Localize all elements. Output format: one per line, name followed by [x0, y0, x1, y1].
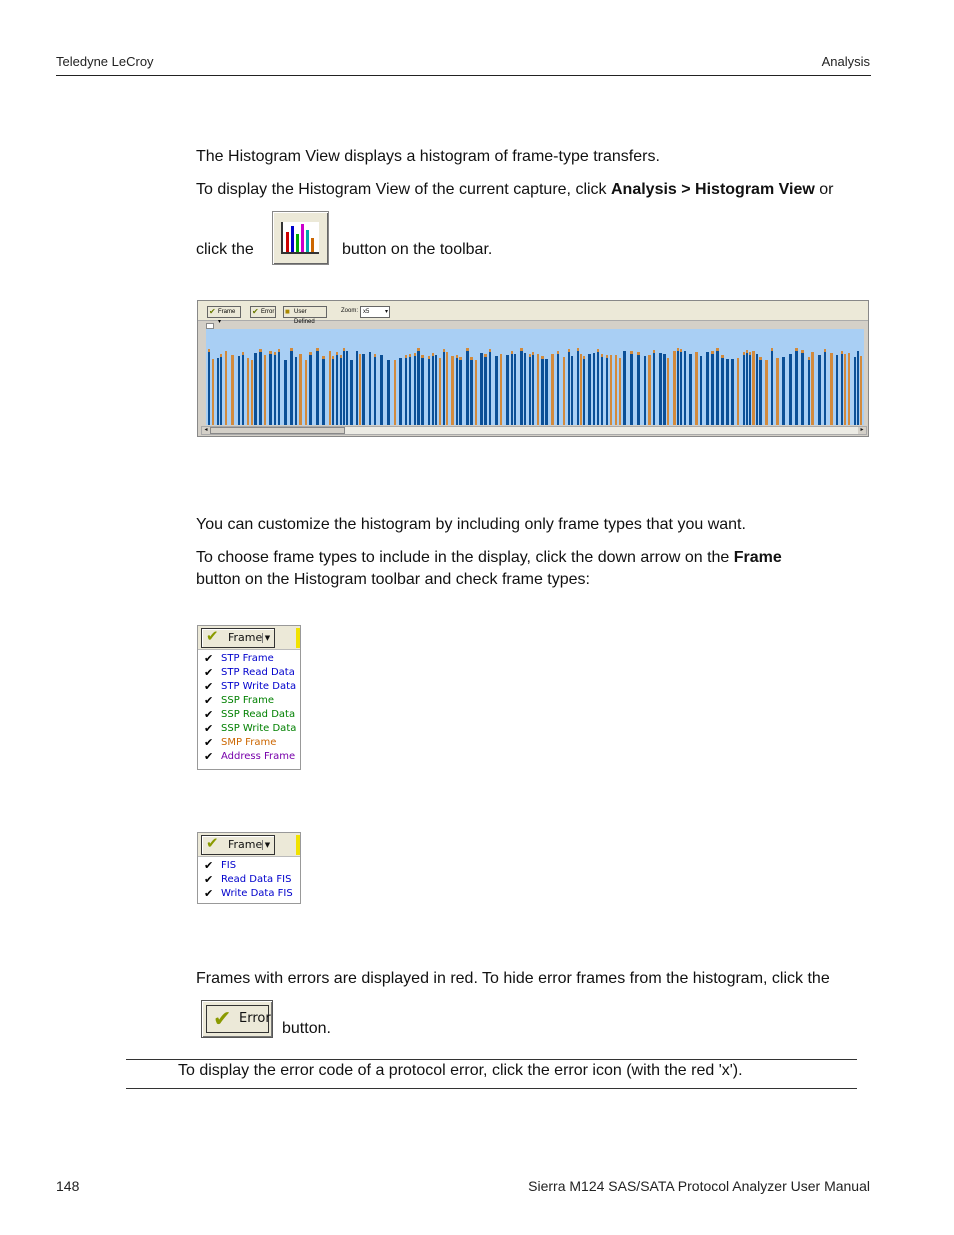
- histogram-bar-cap: [568, 349, 570, 352]
- histogram-bar: [706, 352, 709, 425]
- histogram-bar: [663, 354, 666, 425]
- histogram-bar: [295, 357, 297, 425]
- histogram-bar: [238, 356, 240, 425]
- scroll-right-icon[interactable]: ▸: [858, 427, 866, 434]
- frame-type-item[interactable]: [198, 736, 300, 750]
- histogram-bar: [577, 351, 579, 425]
- histogram-bar: [489, 352, 491, 425]
- histogram-bar-cap: [309, 352, 312, 355]
- note-text: To display the error code of a protocol error, click the error icon (with the red 'x').: [178, 1062, 743, 1079]
- histogram-bar: [332, 359, 334, 425]
- histogram-bar-cap: [711, 351, 714, 354]
- histogram-bar: [795, 351, 798, 425]
- histogram-bar: [541, 359, 544, 425]
- histogram-bar: [532, 355, 534, 425]
- histogram-bar-cap: [771, 348, 773, 351]
- histogram-bar-cap: [409, 354, 411, 357]
- histogram-bar: [557, 354, 559, 425]
- checkbox-checked-icon[interactable]: ✔: [204, 708, 214, 721]
- histogram-bar: [700, 356, 702, 425]
- histogram-bar: [340, 358, 342, 425]
- histogram-bar-cap: [259, 349, 262, 352]
- histogram-bar: [506, 355, 509, 425]
- error-button[interactable]: ✔ Error: [252, 307, 275, 316]
- histogram-bar: [524, 353, 526, 425]
- histogram-bar-cap: [716, 348, 719, 351]
- histogram-bar: [711, 354, 714, 425]
- histogram-bar: [801, 353, 804, 425]
- histogram-bar: [857, 351, 859, 425]
- histogram-bar: [606, 358, 608, 425]
- histogram-bar: [726, 359, 729, 425]
- histogram-bar: [409, 357, 411, 425]
- histogram-bar: [623, 351, 626, 425]
- histogram-view-screenshot: [197, 300, 869, 437]
- click-the-text: click the: [196, 241, 254, 258]
- frame-type-list: [198, 652, 300, 764]
- histogram-bar: [356, 351, 358, 425]
- frame-type-item[interactable]: [198, 722, 300, 736]
- histogram-bar: [242, 355, 244, 425]
- histogram-bar-cap: [489, 349, 491, 352]
- histogram-bar: [417, 351, 420, 425]
- histogram-bar: [359, 354, 361, 425]
- histogram-bar-cap: [749, 352, 751, 355]
- histogram-bar: [343, 351, 345, 425]
- frame-menu-sas: [197, 625, 301, 770]
- histogram-bar-cap: [606, 355, 608, 358]
- histogram-bar: [251, 360, 253, 425]
- frame-dropdown-button[interactable]: ✔ Frame ▼: [201, 628, 275, 648]
- histogram-bar: [659, 353, 662, 425]
- histogram-bar: [414, 356, 416, 425]
- histogram-bar: [836, 355, 838, 425]
- frame-type-label: Address Frame: [221, 751, 296, 762]
- histogram-bar: [824, 352, 826, 425]
- histogram-bar-cap: [583, 356, 585, 359]
- histogram-bar: [225, 351, 227, 425]
- histogram-bar-cap: [541, 356, 544, 359]
- histogram-bar-cap: [511, 351, 513, 354]
- histogram-bar: [511, 354, 513, 425]
- histogram-bar: [860, 356, 862, 425]
- histogram-bar: [731, 359, 734, 425]
- histogram-bar: [369, 352, 371, 425]
- checkmark-icon: ✔: [206, 627, 219, 645]
- histogram-bar-cap: [322, 356, 325, 359]
- histogram-bar: [716, 351, 719, 425]
- histogram-bar-cap: [374, 354, 376, 357]
- histogram-bar-cap: [405, 355, 407, 358]
- histogram-bar: [848, 353, 850, 425]
- frame-type-label: SSP Write Data: [221, 723, 297, 734]
- histogram-bar: [571, 356, 573, 425]
- histogram-bar: [648, 355, 651, 425]
- histogram-bar: [380, 355, 383, 425]
- histogram-bar: [551, 354, 554, 425]
- histogram-bar: [350, 360, 353, 425]
- histogram-bar: [673, 351, 676, 425]
- histogram-bar: [756, 354, 758, 425]
- histogram-bar: [563, 357, 565, 425]
- histogram-bar-cap: [470, 357, 473, 360]
- histogram-bar: [782, 357, 785, 425]
- customize-paragraph: You can customize the histogram by including only frame types that you want.: [196, 516, 746, 533]
- histogram-bar: [746, 353, 748, 425]
- histogram-bar-cap: [414, 353, 416, 356]
- histogram-bar: [316, 351, 319, 425]
- frame-type-label: FIS: [221, 860, 237, 871]
- histogram-bar: [432, 356, 434, 425]
- histogram-bar: [520, 351, 523, 425]
- histogram-bar: [480, 353, 483, 425]
- histogram-bar: [264, 355, 266, 425]
- chevron-down-icon[interactable]: ▼: [262, 840, 272, 850]
- histogram-bar: [818, 355, 821, 425]
- histogram-bar-cap: [340, 355, 342, 358]
- checkbox-checked-icon[interactable]: ✔: [204, 722, 214, 735]
- zoom-label: Zoom:: [341, 308, 359, 314]
- zoom-select[interactable]: x5 ▾: [360, 306, 390, 318]
- histogram-bar: [278, 352, 280, 425]
- histogram-bar: [568, 352, 570, 425]
- histogram-bar-cap: [459, 357, 462, 360]
- histogram-bar: [446, 352, 448, 425]
- frame-type-item[interactable]: [198, 887, 300, 901]
- histogram-bar-cap: [269, 351, 272, 354]
- histogram-bar-cap: [630, 351, 633, 354]
- histogram-bar: [387, 360, 390, 425]
- user-defined-button[interactable]: ■ User Defined: [283, 306, 327, 318]
- frame-type-label: SSP Read Data: [221, 709, 296, 720]
- frame-type-label: Read Data FIS: [221, 874, 292, 885]
- histogram-bar-cap: [520, 348, 523, 351]
- histogram-bar-cap: [432, 353, 434, 356]
- histogram-bar: [601, 357, 603, 425]
- frame-type-item[interactable]: [198, 859, 300, 873]
- histogram-bar: [765, 360, 768, 425]
- histogram-bar: [771, 351, 773, 425]
- histogram-bar: [428, 359, 430, 425]
- menu-path: Analysis > Histogram View: [611, 181, 815, 198]
- histogram-bar: [456, 358, 458, 425]
- histogram-bar: [439, 358, 441, 425]
- histogram-bar-cap: [808, 357, 810, 360]
- histogram-bar-cap: [466, 348, 469, 351]
- histogram-bar-cap: [220, 354, 222, 357]
- histogram-bar: [484, 357, 487, 425]
- histogram-bar: [630, 354, 633, 425]
- frame-dropdown-button[interactable]: ✔ Frame ▼: [201, 835, 275, 855]
- histogram-bar: [217, 358, 219, 425]
- checkmark-icon: ✔: [213, 1006, 232, 1031]
- header-left: Teledyne LeCroy: [56, 54, 154, 69]
- histogram-bar-cap: [242, 352, 244, 355]
- histogram-bar: [597, 352, 599, 425]
- error-toolbar-button[interactable]: ✔ Error: [201, 1000, 273, 1038]
- histogram-bar: [680, 352, 682, 425]
- histogram-bar-cap: [290, 348, 293, 351]
- histogram-bar: [399, 358, 402, 425]
- frame-type-label: STP Frame: [221, 653, 274, 664]
- histogram-bar-cap: [743, 352, 745, 355]
- histogram-bar: [305, 360, 307, 425]
- histogram-bar-cap: [557, 351, 559, 354]
- histogram-bar: [653, 353, 655, 425]
- histogram-bar: [667, 358, 669, 425]
- histogram-bar-cap: [841, 351, 843, 354]
- histogram-bar: [583, 359, 585, 425]
- note-rule-bottom: [126, 1088, 857, 1089]
- histogram-bar: [588, 354, 591, 425]
- histogram-bar: [615, 355, 617, 425]
- histogram-bar-cap: [597, 349, 599, 352]
- histogram-bar: [610, 355, 612, 425]
- histogram-plot: [206, 329, 864, 425]
- chevron-down-icon[interactable]: ▼: [262, 633, 272, 643]
- checkbox-checked-icon[interactable]: ✔: [204, 887, 214, 900]
- histogram-bar-cap: [316, 348, 319, 351]
- histogram-bar: [752, 351, 755, 425]
- histogram-bar-cap: [208, 349, 210, 352]
- histogram-bar: [514, 354, 516, 425]
- histogram-bar-cap: [577, 348, 579, 351]
- histogram-bar: [284, 360, 287, 425]
- histogram-bar: [721, 358, 724, 425]
- histogram-bar: [231, 355, 234, 425]
- frame-button[interactable]: ✔ Frame ▾: [207, 306, 241, 318]
- histogram-icon: [281, 222, 319, 254]
- histogram-bar-cap: [759, 357, 762, 360]
- checkbox-checked-icon[interactable]: ✔: [204, 736, 214, 749]
- frame-type-label: SSP Frame: [221, 695, 275, 706]
- histogram-bar: [459, 360, 462, 425]
- checkbox-checked-icon[interactable]: ✔: [204, 694, 214, 707]
- histogram-bar: [695, 352, 698, 425]
- checkbox-checked-icon[interactable]: ✔: [204, 652, 214, 665]
- frame-type-item[interactable]: [198, 708, 300, 722]
- histogram-bar: [466, 351, 469, 425]
- histogram-bar: [290, 351, 293, 425]
- checkbox-checked-icon[interactable]: ✔: [204, 859, 214, 872]
- frame-type-label: SMP Frame: [221, 737, 277, 748]
- histogram-bar: [811, 352, 814, 425]
- histogram-bar: [254, 353, 257, 425]
- histogram-bar-cap: [721, 355, 724, 358]
- histogram-bar: [247, 358, 249, 425]
- histogram-bar: [212, 359, 214, 425]
- histogram-bar: [749, 355, 751, 425]
- histogram-bar: [776, 358, 779, 425]
- histogram-bar: [451, 356, 454, 425]
- scroll-thumb[interactable]: [210, 427, 345, 434]
- histogram-bar: [529, 357, 531, 425]
- checkbox-checked-icon[interactable]: ✔: [204, 680, 214, 693]
- scroll-left-icon[interactable]: ◂: [202, 427, 210, 434]
- checkbox-checked-icon[interactable]: ✔: [204, 666, 214, 679]
- frame-type-label: Write Data FIS: [221, 888, 293, 899]
- histogram-bar-cap: [417, 348, 420, 351]
- intro-paragraph: The Histogram View displays a histogram of frame-type transfers.: [196, 148, 660, 165]
- frame-type-list: [198, 859, 300, 901]
- frame-type-item[interactable]: [198, 873, 300, 887]
- histogram-bar: [677, 351, 679, 425]
- histogram-bar: [346, 351, 348, 425]
- histogram-bar: [743, 355, 745, 425]
- histogram-bar: [545, 359, 548, 425]
- histogram-bar: [269, 354, 272, 425]
- checkbox-checked-icon[interactable]: ✔: [204, 750, 214, 763]
- histogram-bar: [394, 360, 396, 425]
- histogram-bar-cap: [336, 352, 338, 355]
- histogram-bar: [844, 354, 846, 425]
- histogram-bar: [759, 360, 762, 425]
- intro-instruction: To display the Histogram View of the current capture, click Analysis > Histogram View or: [196, 181, 834, 198]
- histogram-bar-cap: [532, 352, 534, 355]
- frame-type-item[interactable]: [198, 666, 300, 680]
- histogram-bar: [830, 353, 833, 425]
- histogram-bar: [580, 354, 582, 425]
- histogram-bar: [841, 354, 843, 425]
- checkbox-checked-icon[interactable]: ✔: [204, 873, 214, 886]
- errors-paragraph: Frames with errors are displayed in red. To hide error frames from the histogram, click the: [196, 970, 830, 987]
- histogram-bar-cap: [529, 354, 531, 357]
- histogram-bar-cap: [653, 350, 655, 353]
- histogram-bar-cap: [795, 348, 798, 351]
- histogram-bar-cap: [801, 350, 804, 353]
- frame-menu-sata: [197, 832, 301, 904]
- histogram-bar: [309, 355, 312, 425]
- histogram-bar-cap: [343, 348, 345, 351]
- frame-type-item[interactable]: [198, 652, 300, 666]
- histogram-bar-cap: [332, 356, 334, 359]
- histogram-bar-cap: [677, 348, 679, 351]
- button-text: button.: [282, 1020, 331, 1037]
- histogram-bar: [619, 358, 621, 425]
- histogram-bar: [435, 355, 437, 425]
- histogram-bar: [637, 355, 640, 425]
- histogram-view-toolbar-button[interactable]: [272, 211, 329, 265]
- histogram-bar: [208, 352, 210, 425]
- histogram-bar: [808, 360, 810, 425]
- histogram-bar: [684, 351, 686, 425]
- histogram-bar-cap: [421, 355, 424, 358]
- histogram-bar: [299, 354, 302, 425]
- histogram-bar: [362, 354, 365, 425]
- page-number: 148: [56, 1178, 80, 1194]
- histogram-bar-cap: [274, 352, 276, 355]
- histogram-bar: [336, 355, 338, 425]
- histogram-bar: [537, 354, 539, 425]
- footer-title: Sierra M124 SAS/SATA Protocol Analyzer User Manual: [528, 1178, 870, 1194]
- histogram-bar: [374, 357, 376, 425]
- histogram-bar: [220, 357, 222, 425]
- histogram-bar: [644, 356, 646, 425]
- choose-frame-types-paragraph: To choose frame types to include in the display, click the down arrow on the Frame button on the Histogram toolbar and check frame types:: [196, 549, 782, 588]
- histogram-bar-cap: [680, 349, 682, 352]
- histogram-bar-cap: [601, 354, 603, 357]
- histogram-bar: [421, 358, 424, 425]
- frame-type-label: STP Read Data: [221, 667, 295, 678]
- header-right: Analysis: [821, 54, 870, 69]
- histogram-bar-cap: [637, 352, 640, 355]
- histogram-bar-cap: [746, 350, 748, 353]
- histogram-bar: [500, 354, 502, 425]
- on-toolbar-text: button on the toolbar.: [342, 241, 493, 258]
- histogram-bar: [495, 356, 498, 425]
- frame-type-item[interactable]: [198, 680, 300, 694]
- histogram-bar: [737, 358, 739, 425]
- histogram-bar: [405, 358, 407, 425]
- histogram-bar-cap: [456, 355, 458, 358]
- histogram-bar: [475, 360, 477, 425]
- checkmark-icon: ✔: [206, 834, 219, 852]
- histogram-bar: [593, 353, 595, 425]
- histogram-bar-cap: [428, 356, 430, 359]
- histogram-toolbar: [198, 301, 868, 325]
- note-rule-top: [126, 1059, 857, 1060]
- histogram-bar: [789, 354, 792, 425]
- histogram-bar: [470, 360, 473, 425]
- frame-type-label: STP Write Data: [221, 681, 297, 692]
- horizontal-scrollbar[interactable]: [201, 426, 867, 435]
- histogram-bar: [322, 359, 325, 425]
- histogram-bar-cap: [443, 349, 445, 352]
- histogram-bar: [689, 354, 692, 425]
- frame-type-item[interactable]: [198, 694, 300, 708]
- histogram-bar-cap: [278, 349, 280, 352]
- histogram-bar: [259, 352, 262, 425]
- header-rule: [56, 75, 871, 76]
- histogram-bar-cap: [824, 349, 826, 352]
- histogram-bar: [854, 357, 856, 425]
- frame-type-item[interactable]: [198, 750, 300, 764]
- histogram-bar: [274, 355, 276, 425]
- histogram-bar: [329, 351, 331, 425]
- histogram-bar-cap: [484, 354, 487, 357]
- histogram-bar: [443, 352, 445, 425]
